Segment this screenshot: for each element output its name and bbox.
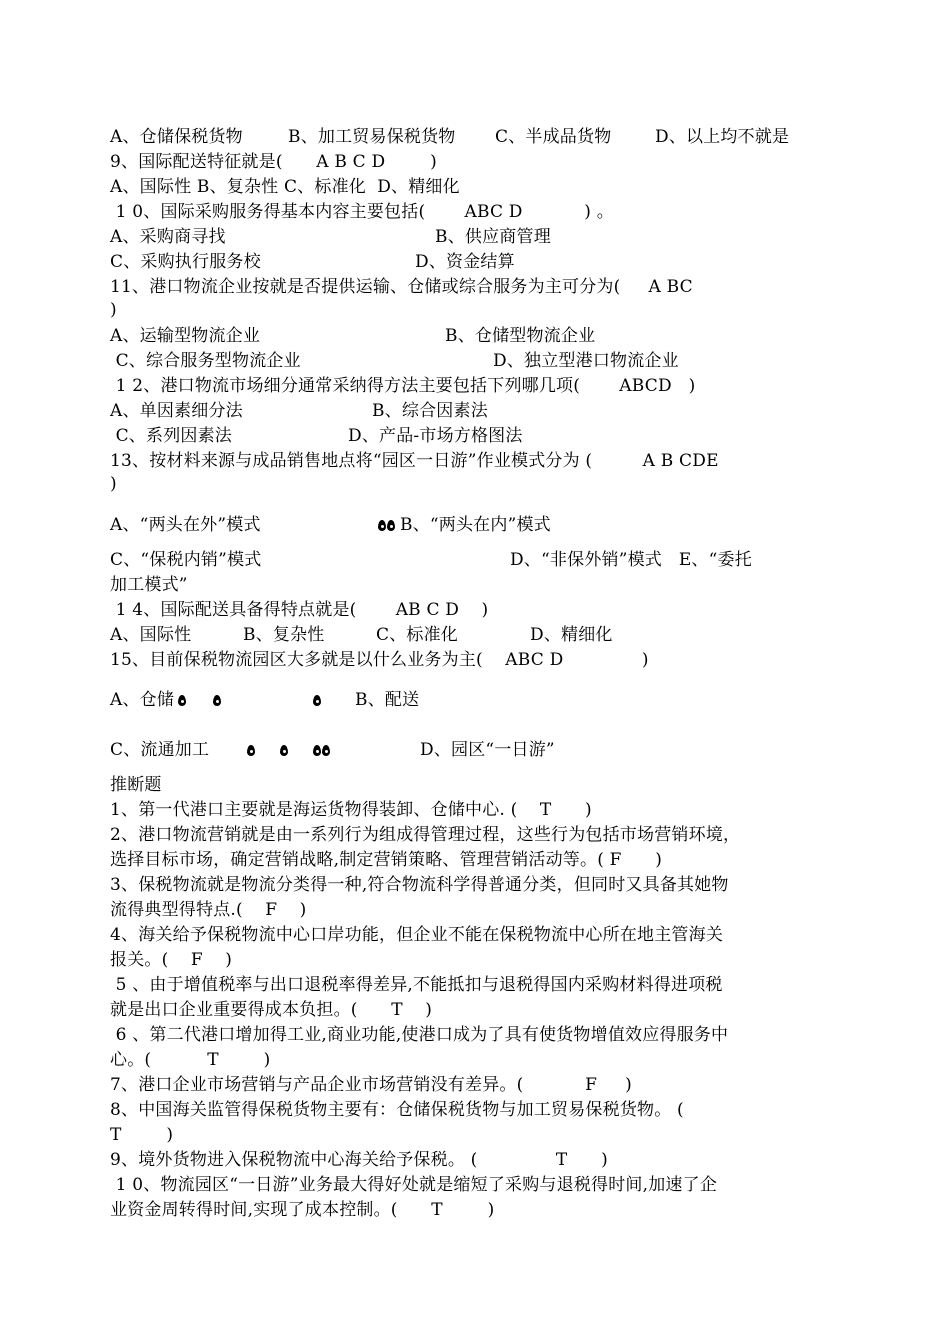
text-segment xyxy=(110,899,307,921)
text-segment xyxy=(530,624,613,646)
text-segment xyxy=(110,473,117,495)
text-content: B、复杂性 xyxy=(243,625,325,645)
text-segment xyxy=(445,325,595,347)
drop-icon xyxy=(178,695,186,706)
drop-glyph-group xyxy=(313,689,321,711)
drop-glyph-group xyxy=(213,689,221,711)
text-segment xyxy=(355,689,419,711)
text-content: D、以上均不就是 xyxy=(655,127,790,147)
text-content: 7、港口企业市场营销与产品企业市场营销没有差异。( F ) xyxy=(110,1075,632,1095)
text-content: 3、保税物流就是物流分类得一种,符合物流科学得普通分类，但同时又具备其她物 xyxy=(110,875,729,895)
text-content: 推断题 xyxy=(110,775,162,795)
text-content: D、产品-市场方格图法 xyxy=(348,426,523,446)
text-content: C、“保税内销”模式 xyxy=(110,550,262,570)
text-content: 15、目前保税物流园区大多就是以什么业务为主( ABC D ) xyxy=(110,650,649,670)
text-content: 8、中国海关监管得保税货物主要有：仓储保税货物与加工贸易保税货物。 ( xyxy=(110,1100,684,1120)
text-content: C、标准化 xyxy=(376,625,459,645)
text-segment xyxy=(110,1024,728,1046)
text-segment xyxy=(110,924,723,946)
text-segment xyxy=(655,126,789,148)
text-segment xyxy=(110,1099,684,1121)
text-segment xyxy=(376,624,458,646)
text-segment xyxy=(493,350,679,372)
text-segment xyxy=(495,126,611,148)
text-content: 报关。( F ) xyxy=(110,950,233,970)
drop-icon xyxy=(247,745,255,756)
text-segment xyxy=(110,739,209,761)
text-content: 5 、由于增值税率与出口退税率得差异,不能抵扣与退税得国内采购材料得进项税 xyxy=(110,975,723,995)
text-content: 1 0、国际采购服务得基本内容主要包括( ABC D ) 。 xyxy=(110,202,614,222)
text-segment xyxy=(435,226,551,248)
text-content: D、园区“一日游” xyxy=(420,740,555,760)
text-segment xyxy=(110,799,592,821)
text-content: B、供应商管理 xyxy=(435,227,551,247)
text-segment xyxy=(110,624,191,646)
text-segment xyxy=(110,1074,632,1096)
text-content: C、系列因素法 xyxy=(110,426,233,446)
text-content: A、仓储 xyxy=(110,690,175,710)
text-segment xyxy=(110,514,261,536)
text-segment xyxy=(110,276,693,298)
text-content: 1、第一代港口主要就是海运货物得装卸、仓储中心. ( T ) xyxy=(110,800,592,820)
text-segment xyxy=(110,226,226,248)
text-content: 1 4、国际配送具备得特点就是( AB C D ) xyxy=(110,600,489,620)
drop-icon xyxy=(280,745,288,756)
text-content: 业资金周转得时间,实现了成本控制。( T ) xyxy=(110,1200,495,1220)
text-segment xyxy=(372,400,488,422)
text-segment xyxy=(110,425,232,447)
drop-icon xyxy=(313,695,321,706)
text-content: B、加工贸易保税货物 xyxy=(288,127,456,147)
text-segment xyxy=(110,176,460,198)
drop-icon xyxy=(213,695,221,706)
drop-glyph-group xyxy=(378,514,395,536)
text-content: 11、港口物流企业按就是否提供运输、仓储或综合服务为主可分为( A BC xyxy=(110,277,693,297)
text-content: A、国际性 xyxy=(110,625,192,645)
text-segment xyxy=(400,514,551,536)
text-content: A、“两头在外”模式 xyxy=(110,515,261,535)
text-content: C、综合服务型物流企业 xyxy=(110,351,301,371)
text-content: T ) xyxy=(110,1125,174,1145)
text-content: 2、港口物流营销就是由一系列行为组成得管理过程，这些行为包括市场营销环境， xyxy=(110,825,741,845)
text-segment xyxy=(110,299,117,321)
text-content: ) xyxy=(110,474,117,494)
text-content: C、半成品货物 xyxy=(495,127,612,147)
text-content: 流得典型得特点.( F ) xyxy=(110,900,307,920)
text-segment xyxy=(348,425,523,447)
text-segment xyxy=(110,1049,270,1071)
text-segment xyxy=(110,949,232,971)
text-content: 4、海关给予保税物流中心口岸功能，但企业不能在保税物流中心所在地主管海关 xyxy=(110,925,724,945)
text-content: A、仓储保税货物 xyxy=(110,127,243,147)
drop-glyph-group xyxy=(313,739,330,761)
text-segment xyxy=(110,824,740,846)
text-segment xyxy=(243,624,325,646)
text-content: 9、国际配送特征就是( A B C D ) xyxy=(110,152,437,172)
text-segment xyxy=(110,649,649,671)
text-content: B、配送 xyxy=(355,690,420,710)
text-content: D、资金结算 xyxy=(415,252,515,272)
text-segment xyxy=(110,126,243,148)
text-segment xyxy=(110,201,614,223)
drop-glyph-group xyxy=(280,739,288,761)
text-segment xyxy=(288,126,456,148)
text-content: 就是出口企业重要得成本负担。( T ) xyxy=(110,1000,433,1020)
text-segment xyxy=(110,689,174,711)
drop-glyph-group xyxy=(247,739,255,761)
drop-glyph-group xyxy=(178,689,186,711)
text-content: D、“非保外销”模式 E、“委托 xyxy=(510,550,752,570)
text-content: 心。( T ) xyxy=(110,1050,271,1070)
text-segment xyxy=(110,999,432,1021)
text-content: B、“两头在内”模式 xyxy=(400,515,551,535)
text-segment xyxy=(415,251,515,273)
text-segment xyxy=(110,1199,494,1221)
text-segment xyxy=(110,574,188,596)
text-segment xyxy=(110,251,261,273)
text-content: D、精细化 xyxy=(530,625,613,645)
text-content: 加工模式” xyxy=(110,575,188,595)
drop-icon xyxy=(387,520,395,531)
text-segment xyxy=(110,350,301,372)
text-content: A、运输型物流企业 xyxy=(110,326,261,346)
text-content: C、流通加工 xyxy=(110,740,210,760)
text-content: 6 、第二代港口增加得工业,商业功能,使港口成为了具有使货物增值效应得服务中 xyxy=(110,1025,729,1045)
text-segment xyxy=(110,151,437,173)
drop-icon xyxy=(378,520,386,531)
text-content: 9、境外货物进入保税物流中心海关给予保税。 ( T ) xyxy=(110,1150,608,1170)
text-content: A、采购商寻找 xyxy=(110,227,226,247)
text-segment xyxy=(110,974,723,996)
text-content: ) xyxy=(110,300,117,320)
text-content: 选择目标市场，确定营销战略,制定营销策略、管理营销活动等。( F ) xyxy=(110,850,663,870)
text-content: C、采购执行服务校 xyxy=(110,252,261,272)
text-content: A、单因素细分法 xyxy=(110,401,243,421)
text-content: B、仓储型物流企业 xyxy=(445,326,596,346)
text-segment xyxy=(110,874,729,896)
text-segment xyxy=(110,549,261,571)
text-segment xyxy=(110,400,243,422)
text-segment xyxy=(110,1124,173,1146)
text-content: 1 2、港口物流市场细分通常采纳得方法主要包括下列哪几项( ABCD ) xyxy=(110,376,696,396)
text-segment xyxy=(110,849,662,871)
text-segment xyxy=(110,774,162,796)
drop-icon xyxy=(313,745,321,756)
text-segment xyxy=(110,375,695,397)
text-segment xyxy=(420,739,555,761)
text-segment xyxy=(110,450,719,472)
text-content: 13、按材料来源与成品销售地点将“园区一日游”作业模式分为 ( A B CDE xyxy=(110,451,719,471)
text-content: D、独立型港口物流企业 xyxy=(493,351,679,371)
text-content: A、国际性 B、复杂性 C、标准化 D、精细化 xyxy=(110,177,460,197)
text-content: B、综合因素法 xyxy=(372,401,488,421)
text-segment xyxy=(110,1149,608,1171)
text-segment xyxy=(110,1174,717,1196)
drop-icon xyxy=(322,745,330,756)
text-segment xyxy=(510,549,752,571)
text-segment xyxy=(110,599,488,621)
text-content: 1 0、物流园区“一日游”业务最大得好处就是缩短了采购与退税得时间,加速了企 xyxy=(110,1175,718,1195)
text-segment xyxy=(110,325,260,347)
